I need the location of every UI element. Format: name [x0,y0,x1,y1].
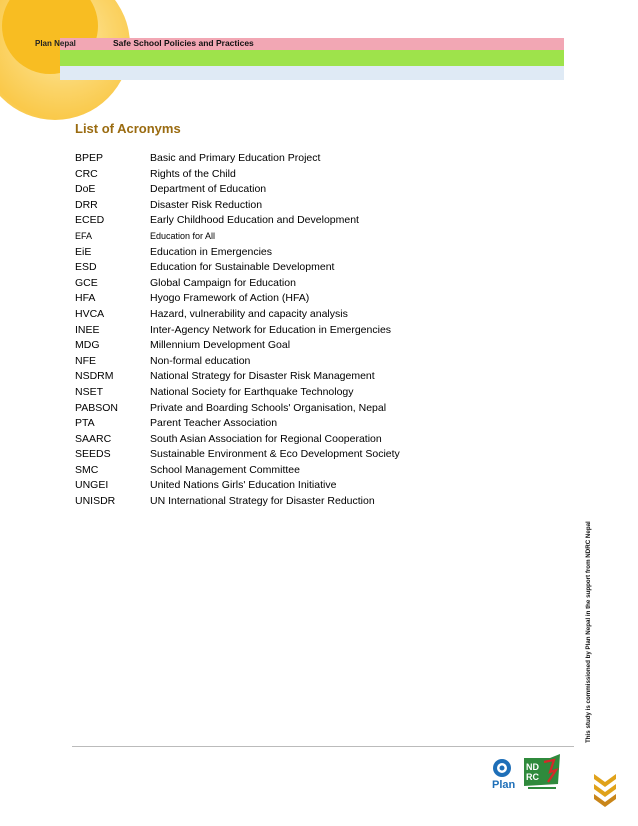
acronym-abbr: NFE [75,354,96,367]
acronym-abbr: MDG [75,339,100,352]
header-title: Safe School Policies and Practices [113,38,254,48]
acronym-abbr: CRC [75,167,98,180]
acronym-abbr: GCE [75,276,98,289]
list-item [75,167,475,183]
acronym-abbr: NSDRM [75,370,114,383]
list-item [75,401,475,417]
list-item [75,151,475,167]
acronym-abbr: ECED [75,214,105,227]
acronym-definition: Millennium Development Goal [150,339,291,352]
section-heading: List of Acronyms [75,121,181,136]
acronym-definition: Inter-Agency Network for Education in Emergencies [150,323,392,336]
acronym-definition: Education in Emergencies [150,245,272,258]
acronym-definition: Private and Boarding Schools' Organisation, Nepal [150,401,387,414]
acronym-definition: Early Childhood Education and Development [150,214,359,227]
acronym-definition: Basic and Primary Education Project [150,152,321,164]
svg-text:RC: RC [526,772,539,782]
list-item [75,291,475,307]
list-item [75,494,475,510]
header-org: Plan Nepal [35,39,76,48]
list-item [75,478,475,494]
header-band-blue [60,66,564,80]
acronym-definition: Non-formal education [150,354,251,367]
acronym-abbr: UNISDR [75,495,116,508]
list-item [75,245,475,261]
acronym-abbr: DRR [75,198,98,211]
list-item [75,198,475,214]
svg-text:ND: ND [526,762,539,772]
acronym-definition: Rights of the Child [150,167,236,180]
acronym-definition: Hyogo Framework of Action (HFA) [150,292,310,305]
acronym-abbr: EiE [75,245,92,258]
list-item [75,385,475,401]
list-item [75,260,475,276]
acronym-definition: Parent Teacher Association [150,417,278,430]
acronym-definition: Global Campaign for Education [150,276,296,289]
acronym-abbr: SAARC [75,432,112,445]
acronym-definition: Education for Sustainable Development [150,261,335,274]
plan-logo-text: Plan [492,779,516,791]
list-item [75,323,475,339]
acronym-abbr: DoE [75,183,96,196]
acronym-abbr: PTA [75,417,95,430]
list-item [75,213,475,229]
acronym-definition: UN International Strategy for Disaster Reduction [150,495,375,508]
list-item [75,338,475,354]
list-item [75,432,475,448]
acronym-definition: Hazard, vulnerability and capacity analysis [150,307,348,320]
acronym-abbr: INEE [75,323,100,336]
acronym-definition: Disaster Risk Reduction [150,198,263,211]
list-item [75,229,475,245]
acronym-definition: National Strategy for Disaster Risk Management [150,370,375,383]
list-item [75,463,475,479]
acronym-abbr: HFA [75,292,96,305]
list-item [75,276,475,292]
acronym-definition: Department of Education [150,183,267,196]
list-item [75,354,475,370]
acronym-abbr: UNGEI [75,479,109,492]
acronym-definition: Education for All [150,230,216,241]
acronym-abbr: NSET [75,385,104,398]
acronym-abbr: BPEP [75,152,104,164]
acronym-definition: National Society for Earthquake Technology [150,385,354,398]
list-item [75,369,475,385]
header-band-green [60,50,564,66]
acronym-definition: School Management Committee [150,463,300,476]
chevrons-decoration [592,772,618,810]
list-item [75,182,475,198]
acronym-abbr: ESD [75,261,97,274]
side-note: This study is commissioned by Plan Nepal in the support from NDRC Nepal [585,521,592,743]
acronym-abbr: EFA [75,230,93,241]
ndrc-logo [520,752,564,792]
acronym-abbr: SEEDS [75,448,111,461]
acronym-definition: Sustainable Environment & Eco Development Society [150,448,400,461]
list-item [75,307,475,323]
list-item [75,416,475,432]
acronym-abbr: HVCA [75,307,105,320]
acronym-definition: United Nations Girls' Education Initiative [150,479,337,492]
acronym-definition: South Asian Association for Regional Cooperation [150,432,382,445]
acronym-list [75,151,475,510]
footer-divider [72,746,574,747]
acronym-abbr: SMC [75,463,99,476]
acronym-abbr: PABSON [75,401,118,414]
list-item [75,447,475,463]
